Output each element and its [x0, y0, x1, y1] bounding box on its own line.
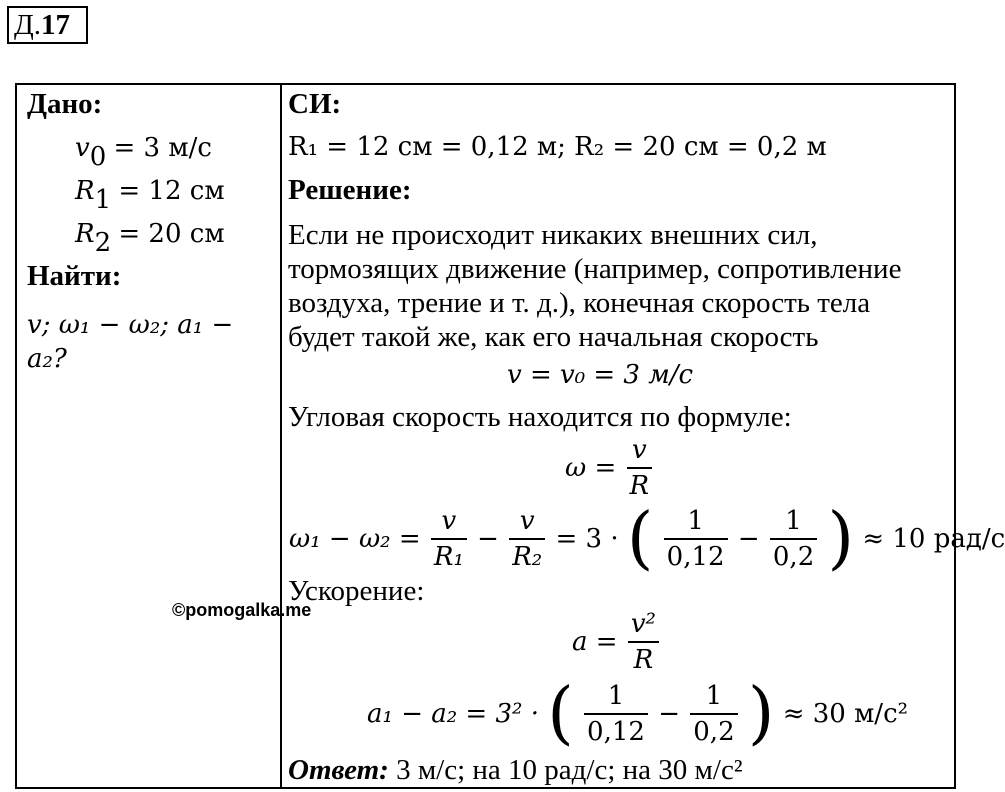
solution-table: [15, 83, 1005, 789]
acceleration-difference-equation: a₁ − a₂ = 3² · ( $\frac{1}{0,12}$ − $\frac{1}{0,2}$ ) ≈ 30 м/с²: [367, 674, 909, 753]
find-line-1: v; ω₁ − ω₂; a₁ −: [27, 310, 234, 340]
fraction-1-02: $\frac{1}{0,2}$: [770, 504, 817, 574]
answer-text: 3 м/с; на 10 рад/с; на 30 м/с²: [396, 754, 743, 786]
omega-fraction: $\frac{v}{R}$: [627, 433, 653, 503]
watermark: ©pomogalka.me: [172, 600, 312, 620]
fraction-v-r1: $\frac{v}{\text{R₁}}$: [431, 504, 467, 574]
fraction-v-r2: $\frac{v}{\text{R₂}}$: [509, 504, 545, 574]
given-item-r1: $R_1 = 12$ см: [75, 176, 225, 216]
solution-paragraph-line-2: тормозящих движение (например, сопротивление: [288, 253, 902, 285]
badge-number: 17: [41, 9, 71, 41]
si-heading: СИ:: [288, 88, 342, 120]
omega-formula: ω = $\frac{v}{R}$: [565, 433, 654, 503]
omega-difference-equation: ω₁ − ω₂ = $\frac{v}{\text{R₁}}$ − $\frac{v}{\text{R₂}}$ = 3 · ( $\frac{1}{0,12}$ − $\frac{1}{0,2}$ ) ≈ 10 рад/с: [289, 499, 1005, 578]
acceleration-text: Ускорение:: [288, 575, 425, 607]
solution-heading: Решение:: [288, 174, 412, 206]
task-number-badge: [7, 6, 88, 44]
si-line: R₁ = 12 см = 0,12 м; R₂ = 20 см = 0,2 м: [288, 132, 827, 162]
acceleration-fraction: $\frac{\text{v²}}{R}$: [628, 607, 659, 677]
badge-prefix: Д.: [14, 9, 42, 41]
equation-v: v = v₀ = 3 м/с: [507, 360, 694, 390]
solution-paragraph-line-3: воздуха, трение и т. д.), конечная скорость тела: [288, 287, 871, 319]
given-item-v0: $v_0 = 3$ м/с: [75, 133, 212, 173]
column-divider: [280, 85, 282, 787]
acceleration-formula: a = $\frac{\text{v²}}{R}$: [572, 607, 661, 677]
solution-paragraph-line-4: будет такой же, как его начальная скорость: [288, 321, 819, 353]
accel-fraction-1-012: $\frac{1}{0,12}$: [584, 679, 648, 749]
fraction-1-012: $\frac{1}{0,12}$: [664, 504, 728, 574]
given-item-r2: $R_2 = 20$ см: [75, 219, 225, 259]
find-heading: Найти:: [27, 260, 122, 292]
given-heading: Дано:: [27, 88, 103, 120]
answer-label: Ответ:: [288, 754, 389, 786]
find-line-2: a₂?: [27, 344, 67, 374]
solution-paragraph-line-1: Если не происходит никаких внешних сил,: [288, 219, 818, 251]
answer-line: [288, 753, 743, 787]
accel-fraction-1-02: $\frac{1}{0,2}$: [690, 679, 737, 749]
angular-velocity-text: Угловая скорость находится по формуле:: [288, 401, 792, 433]
